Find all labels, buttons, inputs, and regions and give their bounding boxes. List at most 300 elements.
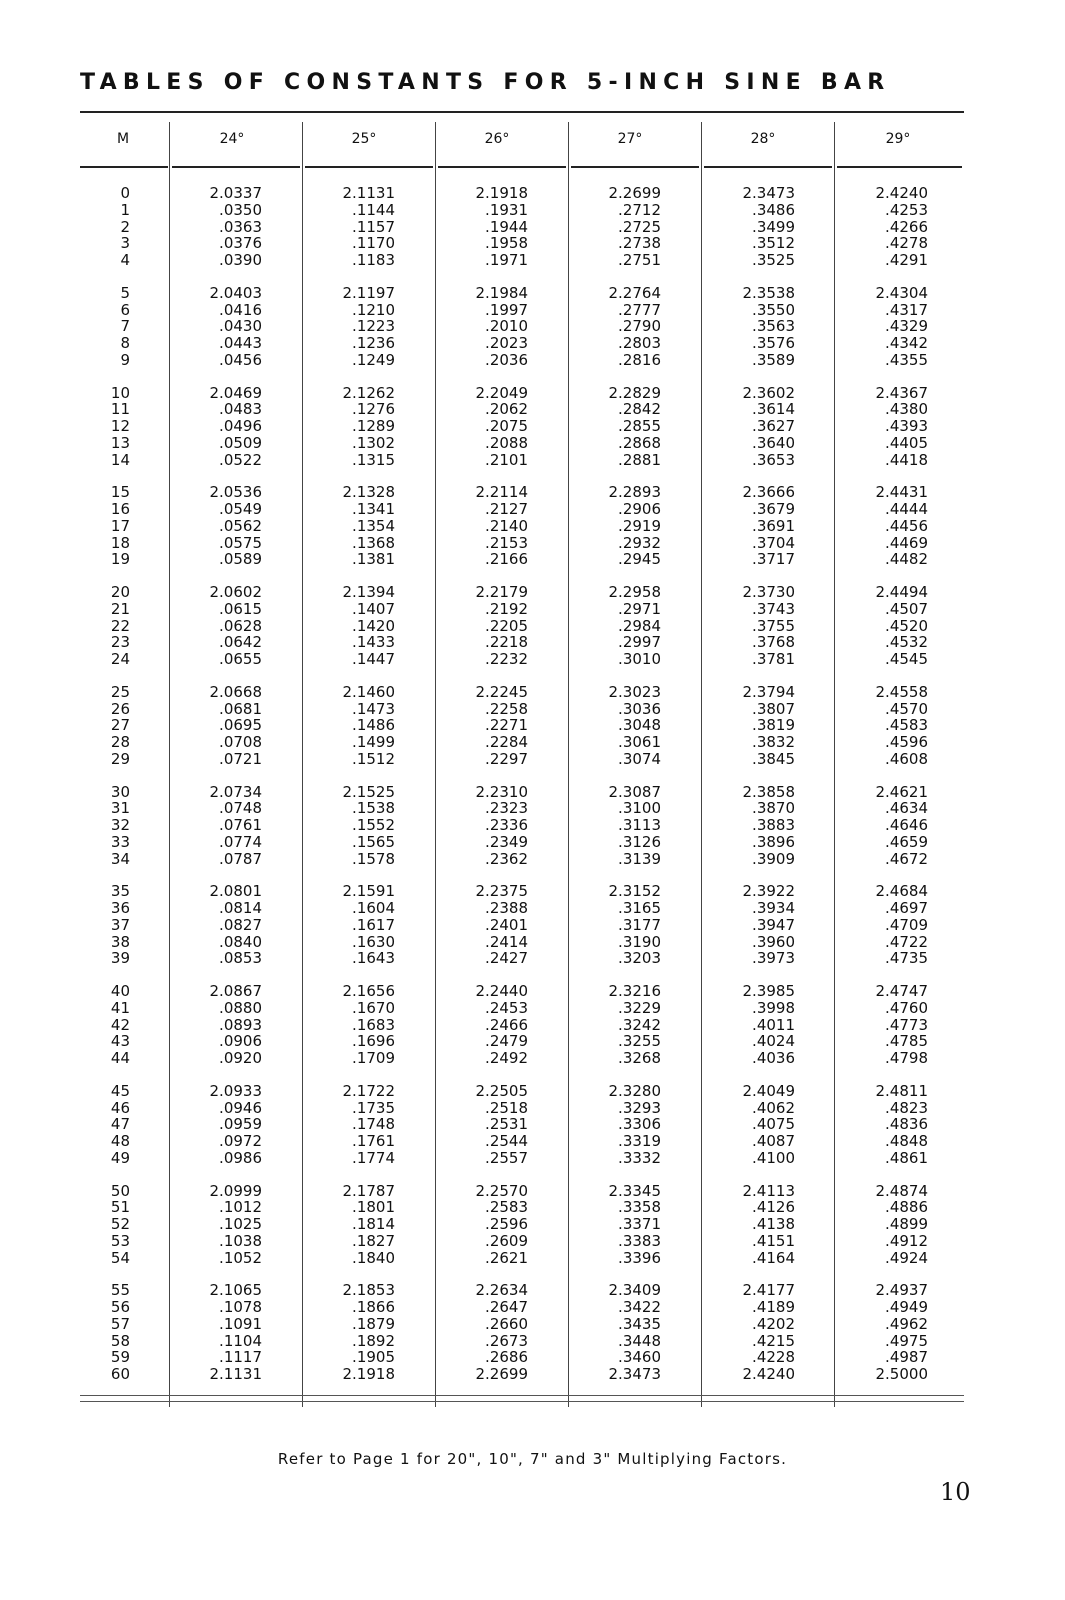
value-cell: .0589 bbox=[219, 550, 262, 569]
value-cell: .0787 bbox=[219, 849, 262, 868]
value-cell: .0695 bbox=[219, 716, 262, 735]
m-cell: 34 bbox=[110, 849, 130, 868]
value-cell: .2855 bbox=[618, 417, 661, 435]
value-cell: .1144 bbox=[352, 200, 395, 219]
column-divider bbox=[568, 122, 569, 1407]
value-cell: 2.0801 bbox=[209, 882, 262, 901]
value-cell: .3691 bbox=[752, 516, 795, 535]
value-cell: .1761 bbox=[352, 1132, 395, 1150]
value-cell: .1958 bbox=[485, 234, 528, 253]
value-cell: .3896 bbox=[752, 832, 795, 851]
m-cell: 0 bbox=[120, 184, 130, 202]
m-cell: 12 bbox=[110, 417, 130, 435]
value-cell: 2.1918 bbox=[342, 1365, 395, 1383]
value-cell: .2401 bbox=[485, 915, 528, 934]
value-cell: .1735 bbox=[352, 1098, 395, 1117]
value-cell: .4317 bbox=[885, 300, 928, 319]
value-cell: .4469 bbox=[885, 533, 928, 552]
value-cell: .0615 bbox=[219, 599, 262, 618]
value-cell: .4266 bbox=[885, 217, 928, 236]
value-cell: .2621 bbox=[485, 1248, 528, 1267]
value-cell: .4773 bbox=[885, 1015, 928, 1034]
m-cell: 30 bbox=[110, 782, 130, 801]
value-cell: 2.3730 bbox=[742, 583, 795, 601]
value-cell: .3934 bbox=[752, 899, 795, 917]
value-cell: 2.3280 bbox=[608, 1081, 661, 1100]
value-cell: .1289 bbox=[352, 417, 395, 435]
value-cell: .4456 bbox=[885, 516, 928, 535]
value-cell: .0522 bbox=[219, 450, 262, 469]
value-cell: .2971 bbox=[618, 599, 661, 618]
m-cell: 55 bbox=[110, 1281, 130, 1300]
value-cell: .4151 bbox=[752, 1231, 795, 1250]
value-cell: .0443 bbox=[219, 334, 262, 352]
value-cell: .2127 bbox=[485, 500, 528, 518]
value-cell: 2.3473 bbox=[608, 1365, 661, 1383]
value-cell: 2.3087 bbox=[608, 782, 661, 801]
value-cell: .0840 bbox=[219, 932, 262, 951]
value-cell: .1997 bbox=[485, 300, 528, 319]
value-cell: .1748 bbox=[352, 1115, 395, 1134]
value-cell: .0920 bbox=[219, 1049, 262, 1067]
value-cell: .2686 bbox=[485, 1348, 528, 1367]
value-cell: .1892 bbox=[352, 1331, 395, 1350]
m-cell: 33 bbox=[110, 832, 130, 851]
value-cell: .4899 bbox=[885, 1215, 928, 1233]
value-cell: .2062 bbox=[485, 400, 528, 419]
value-cell: 2.3858 bbox=[742, 782, 795, 801]
value-cell: .4646 bbox=[885, 816, 928, 834]
value-cell: .3883 bbox=[752, 816, 795, 834]
m-cell: 40 bbox=[110, 982, 130, 1000]
value-cell: .4798 bbox=[885, 1049, 928, 1067]
value-cell: .3973 bbox=[752, 949, 795, 968]
value-cell: 2.3602 bbox=[742, 383, 795, 402]
value-cell: .4709 bbox=[885, 915, 928, 934]
value-cell: .4011 bbox=[752, 1015, 795, 1034]
value-column-25deg bbox=[315, 185, 395, 1383]
value-cell: 2.4621 bbox=[875, 782, 928, 801]
value-cell: 2.4874 bbox=[875, 1181, 928, 1200]
table-bottom-rule bbox=[80, 1401, 964, 1402]
value-cell: .0456 bbox=[219, 350, 262, 369]
value-cell: 2.3922 bbox=[742, 882, 795, 901]
value-cell: .1315 bbox=[352, 450, 395, 469]
value-cell: 2.1197 bbox=[342, 283, 395, 302]
value-cell: .2297 bbox=[485, 749, 528, 768]
value-cell: .4836 bbox=[885, 1115, 928, 1134]
m-cell: 58 bbox=[110, 1331, 130, 1350]
value-cell: .3768 bbox=[752, 633, 795, 652]
value-cell: 2.3666 bbox=[742, 483, 795, 502]
value-cell: .3190 bbox=[618, 932, 661, 951]
m-cell: 18 bbox=[110, 533, 130, 552]
value-cell: 2.3023 bbox=[608, 682, 661, 701]
header-angle: 27° bbox=[617, 131, 643, 147]
value-cell: .2271 bbox=[485, 716, 528, 735]
value-cell: 2.1262 bbox=[342, 383, 395, 402]
value-cell: .4697 bbox=[885, 899, 928, 917]
value-cell: 2.0734 bbox=[209, 782, 262, 801]
value-cell: .3589 bbox=[752, 350, 795, 369]
value-cell: .3074 bbox=[618, 749, 661, 768]
m-cell: 31 bbox=[110, 799, 130, 818]
page-number: 10 bbox=[940, 1478, 971, 1506]
value-cell: .1091 bbox=[219, 1314, 262, 1333]
value-cell: 2.1787 bbox=[342, 1181, 395, 1200]
value-cell: .2868 bbox=[618, 433, 661, 452]
value-cell: .4215 bbox=[752, 1331, 795, 1350]
value-cell: .3255 bbox=[618, 1032, 661, 1051]
value-cell: .2349 bbox=[485, 832, 528, 851]
value-cell: .4100 bbox=[752, 1148, 795, 1167]
m-cell: 60 bbox=[110, 1365, 130, 1383]
value-cell: .1512 bbox=[352, 749, 395, 768]
value-cell: .0628 bbox=[219, 616, 262, 635]
value-cell: .4545 bbox=[885, 650, 928, 668]
value-cell: .3704 bbox=[752, 533, 795, 552]
m-cell: 41 bbox=[110, 998, 130, 1017]
value-cell: .3036 bbox=[618, 699, 661, 718]
m-cell: 3 bbox=[120, 234, 130, 253]
value-cell: .3755 bbox=[752, 616, 795, 635]
value-column-28deg bbox=[715, 185, 795, 1383]
m-cell: 44 bbox=[110, 1049, 130, 1067]
value-cell: .4924 bbox=[885, 1248, 928, 1267]
value-cell: .0549 bbox=[219, 500, 262, 518]
value-cell: .2101 bbox=[485, 450, 528, 469]
value-cell: .4329 bbox=[885, 317, 928, 336]
value-cell: .1552 bbox=[352, 816, 395, 834]
value-cell: 2.1722 bbox=[342, 1081, 395, 1100]
value-cell: .2751 bbox=[618, 251, 661, 269]
value-cell: .4062 bbox=[752, 1098, 795, 1117]
column-divider bbox=[302, 122, 303, 1407]
value-cell: .1104 bbox=[219, 1331, 262, 1350]
value-cell: 2.1656 bbox=[342, 982, 395, 1000]
value-cell: .1157 bbox=[352, 217, 395, 236]
value-cell: .1012 bbox=[219, 1198, 262, 1217]
value-cell: .4987 bbox=[885, 1348, 928, 1367]
value-cell: 2.1525 bbox=[342, 782, 395, 801]
value-cell: .3383 bbox=[618, 1231, 661, 1250]
value-cell: .2932 bbox=[618, 533, 661, 552]
m-cell: 20 bbox=[110, 583, 130, 601]
header-rule bbox=[571, 166, 699, 168]
value-cell: .2609 bbox=[485, 1231, 528, 1250]
value-cell: 2.1918 bbox=[475, 184, 528, 202]
value-cell: .2906 bbox=[618, 500, 661, 518]
value-cell: 2.0999 bbox=[209, 1181, 262, 1200]
value-cell: .3229 bbox=[618, 998, 661, 1017]
value-cell: .2388 bbox=[485, 899, 528, 917]
value-cell: .3743 bbox=[752, 599, 795, 618]
value-cell: .4342 bbox=[885, 334, 928, 352]
value-cell: .3576 bbox=[752, 334, 795, 352]
value-cell: .4393 bbox=[885, 417, 928, 435]
value-cell: 2.2114 bbox=[475, 483, 528, 502]
m-cell: 21 bbox=[110, 599, 130, 618]
value-cell: 2.1131 bbox=[209, 1365, 262, 1383]
value-cell: .1944 bbox=[485, 217, 528, 236]
value-cell: .2479 bbox=[485, 1032, 528, 1051]
value-cell: 2.2634 bbox=[475, 1281, 528, 1300]
value-cell: .0774 bbox=[219, 832, 262, 851]
m-cell: 14 bbox=[110, 450, 130, 469]
value-cell: .1801 bbox=[352, 1198, 395, 1217]
value-column-27deg bbox=[581, 185, 661, 1383]
value-cell: .2362 bbox=[485, 849, 528, 868]
m-cell: 49 bbox=[110, 1148, 130, 1167]
m-cell: 28 bbox=[110, 733, 130, 751]
value-cell: .2557 bbox=[485, 1148, 528, 1167]
value-cell: .1025 bbox=[219, 1215, 262, 1233]
value-cell: .3113 bbox=[618, 816, 661, 834]
value-cell: 2.0933 bbox=[209, 1081, 262, 1100]
value-cell: 2.2505 bbox=[475, 1081, 528, 1100]
value-cell: .2984 bbox=[618, 616, 661, 635]
m-cell: 48 bbox=[110, 1132, 130, 1150]
value-cell: 2.0536 bbox=[209, 483, 262, 502]
value-cell: .0906 bbox=[219, 1032, 262, 1051]
value-cell: .2232 bbox=[485, 650, 528, 668]
column-divider bbox=[834, 122, 835, 1407]
value-cell: .1249 bbox=[352, 350, 395, 369]
value-cell: .2777 bbox=[618, 300, 661, 319]
value-cell: 2.1853 bbox=[342, 1281, 395, 1300]
value-cell: .0986 bbox=[219, 1148, 262, 1167]
value-cell: .1931 bbox=[485, 200, 528, 219]
m-column bbox=[50, 185, 130, 1383]
value-cell: 2.0403 bbox=[209, 283, 262, 302]
value-cell: 2.2570 bbox=[475, 1181, 528, 1200]
value-cell: .1670 bbox=[352, 998, 395, 1017]
value-column-26deg bbox=[448, 185, 528, 1383]
header-angle: 29° bbox=[885, 131, 911, 147]
value-cell: .0575 bbox=[219, 533, 262, 552]
value-cell: 2.4684 bbox=[875, 882, 928, 901]
header-rule bbox=[172, 166, 300, 168]
value-cell: .1840 bbox=[352, 1248, 395, 1267]
value-cell: 2.2958 bbox=[608, 583, 661, 601]
value-cell: .3499 bbox=[752, 217, 795, 236]
value-cell: .0946 bbox=[219, 1098, 262, 1117]
value-cell: .3845 bbox=[752, 749, 795, 768]
column-divider bbox=[701, 122, 702, 1407]
value-cell: 2.4240 bbox=[742, 1365, 795, 1383]
m-cell: 8 bbox=[120, 334, 130, 352]
value-cell: .2075 bbox=[485, 417, 528, 435]
header-m: M bbox=[116, 131, 130, 147]
value-cell: .3422 bbox=[618, 1298, 661, 1316]
value-cell: .3960 bbox=[752, 932, 795, 951]
m-cell: 10 bbox=[110, 383, 130, 402]
value-cell: .4962 bbox=[885, 1314, 928, 1333]
value-cell: .4823 bbox=[885, 1098, 928, 1117]
value-cell: .3358 bbox=[618, 1198, 661, 1217]
value-cell: .3717 bbox=[752, 550, 795, 569]
value-cell: 2.0867 bbox=[209, 982, 262, 1000]
value-cell: 2.4747 bbox=[875, 982, 928, 1000]
value-cell: .4253 bbox=[885, 200, 928, 219]
value-cell: .0748 bbox=[219, 799, 262, 818]
m-cell: 42 bbox=[110, 1015, 130, 1034]
value-cell: .3781 bbox=[752, 650, 795, 668]
header-angle: 28° bbox=[750, 131, 776, 147]
value-cell: .3242 bbox=[618, 1015, 661, 1034]
value-cell: .2323 bbox=[485, 799, 528, 818]
value-cell: .1486 bbox=[352, 716, 395, 735]
value-cell: .4532 bbox=[885, 633, 928, 652]
value-cell: .3177 bbox=[618, 915, 661, 934]
value-cell: .2660 bbox=[485, 1314, 528, 1333]
m-cell: 1 bbox=[120, 200, 130, 219]
value-cell: 2.4811 bbox=[875, 1081, 928, 1100]
value-cell: .3807 bbox=[752, 699, 795, 718]
value-cell: .3819 bbox=[752, 716, 795, 735]
value-cell: .1433 bbox=[352, 633, 395, 652]
header-rule bbox=[438, 166, 566, 168]
m-cell: 29 bbox=[110, 749, 130, 768]
m-cell: 6 bbox=[120, 300, 130, 319]
value-cell: .4760 bbox=[885, 998, 928, 1017]
value-cell: 2.1131 bbox=[342, 184, 395, 202]
value-cell: .2997 bbox=[618, 633, 661, 652]
value-cell: .3563 bbox=[752, 317, 795, 336]
m-cell: 51 bbox=[110, 1198, 130, 1217]
value-cell: 2.2764 bbox=[608, 283, 661, 302]
value-cell: 2.2049 bbox=[475, 383, 528, 402]
value-cell: .4608 bbox=[885, 749, 928, 768]
value-cell: .1183 bbox=[352, 251, 395, 269]
value-cell: .4126 bbox=[752, 1198, 795, 1217]
value-cell: .4507 bbox=[885, 599, 928, 618]
value-cell: 2.3152 bbox=[608, 882, 661, 901]
value-cell: .2881 bbox=[618, 450, 661, 469]
value-cell: .1814 bbox=[352, 1215, 395, 1233]
value-cell: .3909 bbox=[752, 849, 795, 868]
value-cell: .3947 bbox=[752, 915, 795, 934]
value-cell: .1210 bbox=[352, 300, 395, 319]
value-cell: .3048 bbox=[618, 716, 661, 735]
value-cell: .2518 bbox=[485, 1098, 528, 1117]
value-cell: .1696 bbox=[352, 1032, 395, 1051]
value-cell: .1617 bbox=[352, 915, 395, 934]
value-cell: 2.1984 bbox=[475, 283, 528, 302]
value-cell: .1447 bbox=[352, 650, 395, 668]
value-cell: 2.1328 bbox=[342, 483, 395, 502]
value-cell: 2.1065 bbox=[209, 1281, 262, 1300]
value-cell: .4975 bbox=[885, 1331, 928, 1350]
value-cell: .3550 bbox=[752, 300, 795, 319]
value-cell: .4482 bbox=[885, 550, 928, 569]
value-cell: .1827 bbox=[352, 1231, 395, 1250]
value-cell: .3525 bbox=[752, 251, 795, 269]
header-angle: 26° bbox=[484, 131, 510, 147]
value-column-29deg bbox=[848, 185, 928, 1383]
m-cell: 2 bbox=[120, 217, 130, 236]
value-cell: .1381 bbox=[352, 550, 395, 569]
m-cell: 45 bbox=[110, 1081, 130, 1100]
value-cell: .4520 bbox=[885, 616, 928, 635]
value-cell: .0853 bbox=[219, 949, 262, 968]
value-cell: 2.5000 bbox=[875, 1365, 928, 1383]
value-cell: .1578 bbox=[352, 849, 395, 868]
value-cell: .4087 bbox=[752, 1132, 795, 1150]
value-cell: .3512 bbox=[752, 234, 795, 253]
header-angle: 25° bbox=[351, 131, 377, 147]
header-rule bbox=[704, 166, 832, 168]
m-cell: 53 bbox=[110, 1231, 130, 1250]
m-cell: 19 bbox=[110, 550, 130, 569]
value-cell: 2.0469 bbox=[209, 383, 262, 402]
value-cell: 2.3538 bbox=[742, 283, 795, 302]
value-cell: 2.4431 bbox=[875, 483, 928, 502]
value-cell: .4228 bbox=[752, 1348, 795, 1367]
value-cell: 2.3473 bbox=[742, 184, 795, 202]
value-cell: .2010 bbox=[485, 317, 528, 336]
value-cell: .3679 bbox=[752, 500, 795, 518]
value-cell: .0827 bbox=[219, 915, 262, 934]
value-cell: .3165 bbox=[618, 899, 661, 917]
m-cell: 4 bbox=[120, 251, 130, 269]
value-cell: .3435 bbox=[618, 1314, 661, 1333]
value-cell: .3332 bbox=[618, 1148, 661, 1167]
value-cell: 2.4304 bbox=[875, 283, 928, 302]
m-cell: 37 bbox=[110, 915, 130, 934]
value-cell: .0376 bbox=[219, 234, 262, 253]
value-cell: .2453 bbox=[485, 998, 528, 1017]
value-cell: .1236 bbox=[352, 334, 395, 352]
value-cell: .2945 bbox=[618, 550, 661, 569]
value-cell: .0496 bbox=[219, 417, 262, 435]
value-cell: .1630 bbox=[352, 932, 395, 951]
value-cell: .3139 bbox=[618, 849, 661, 868]
value-cell: .4722 bbox=[885, 932, 928, 951]
value-cell: .4861 bbox=[885, 1148, 928, 1167]
value-cell: .3268 bbox=[618, 1049, 661, 1067]
value-cell: .3832 bbox=[752, 733, 795, 751]
m-cell: 43 bbox=[110, 1032, 130, 1051]
value-cell: .0416 bbox=[219, 300, 262, 319]
value-cell: 2.3345 bbox=[608, 1181, 661, 1200]
value-cell: .3061 bbox=[618, 733, 661, 751]
value-cell: .1774 bbox=[352, 1148, 395, 1167]
value-cell: .3614 bbox=[752, 400, 795, 419]
value-cell: .2218 bbox=[485, 633, 528, 652]
value-cell: 2.3794 bbox=[742, 682, 795, 701]
footnote: Refer to Page 1 for 20", 10", 7" and 3" Multiplying Factors. bbox=[277, 1450, 788, 1468]
value-cell: .3010 bbox=[618, 650, 661, 668]
value-cell: .2596 bbox=[485, 1215, 528, 1233]
value-cell: .1905 bbox=[352, 1348, 395, 1367]
value-cell: .2258 bbox=[485, 699, 528, 718]
value-cell: 2.0668 bbox=[209, 682, 262, 701]
column-divider bbox=[169, 122, 170, 1407]
value-cell: .2088 bbox=[485, 433, 528, 452]
value-cell: .2531 bbox=[485, 1115, 528, 1134]
value-cell: .0350 bbox=[219, 200, 262, 219]
value-cell: .4886 bbox=[885, 1198, 928, 1217]
value-cell: .1499 bbox=[352, 733, 395, 751]
value-cell: .2738 bbox=[618, 234, 661, 253]
value-cell: 2.1591 bbox=[342, 882, 395, 901]
value-cell: .1407 bbox=[352, 599, 395, 618]
value-cell: .1341 bbox=[352, 500, 395, 518]
value-cell: .4164 bbox=[752, 1248, 795, 1267]
value-cell: 2.4367 bbox=[875, 383, 928, 402]
value-cell: .4583 bbox=[885, 716, 928, 735]
